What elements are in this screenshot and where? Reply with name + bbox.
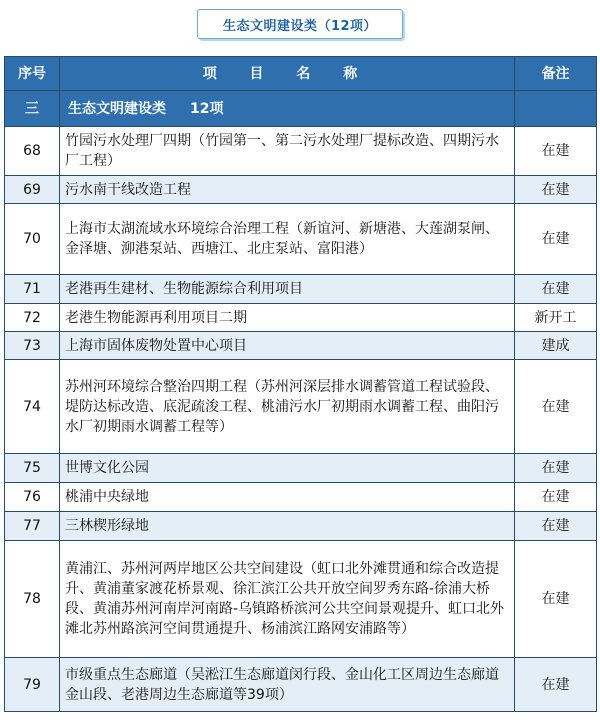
row-project-name: 黄浦江、苏州河两岸地区公共空间建设（虹口北外滩贯通和综合改造提升、黄浦董家渡花桥景观、徐汇滨江公共开放空间罗秀东路-徐浦大桥段、黄浦苏州河南岸河南路-乌镇路桥滨河公共空间景观提升、虹口北外滩北苏州路滨河空间贯通提升、杨浦滨江路网安浦路等）: [60, 541, 515, 658]
header-index: 序号: [5, 57, 60, 91]
row-project-name: 上海市太湖流域水环境综合治理工程（新谊河、新塘港、大莲湖泵闸、金泽塘、泖港泵站、西塘江、北庄泵站、富阳港）: [60, 204, 515, 275]
row-project-name: 老港再生建材、生物能源综合利用项目: [60, 275, 515, 304]
section-title-box: [197, 9, 403, 39]
row-status: 在建: [515, 483, 597, 512]
row-status: 建成: [515, 332, 597, 360]
section-row: [5, 91, 597, 127]
table-row: [5, 512, 597, 541]
row-number: 68: [5, 127, 60, 176]
row-project-name: 上海市固体废物处置中心项目: [60, 332, 515, 360]
row-project-name: 市级重点生态廊道（吴淞江生态廊道闵行段、金山化工区周边生态廊道金山段、老港周边生态廊道等39项）: [60, 658, 515, 712]
header-row: [5, 57, 597, 91]
row-number: 72: [5, 304, 60, 332]
row-number: 74: [5, 360, 60, 454]
row-project-name: 世博文化公园: [60, 454, 515, 483]
row-status: 在建: [515, 454, 597, 483]
header-note: 备注: [515, 57, 597, 91]
table-row: [5, 483, 597, 512]
row-status: 在建: [515, 360, 597, 454]
row-status: 在建: [515, 127, 597, 176]
row-status: 在建: [515, 275, 597, 304]
row-number: 77: [5, 512, 60, 541]
table-row: [5, 204, 597, 275]
row-number: 73: [5, 332, 60, 360]
row-number: 78: [5, 541, 60, 658]
table-row: [5, 541, 597, 658]
table-row: [5, 127, 597, 176]
row-project-name: 老港生物能源再利用项目二期: [60, 304, 515, 332]
header-name: 项 目 名 称: [60, 57, 515, 91]
row-project-name: 三林楔形绿地: [60, 512, 515, 541]
row-status: 在建: [515, 204, 597, 275]
row-project-name: 桃浦中央绿地: [60, 483, 515, 512]
table-row: [5, 332, 597, 360]
section-name: 生态文明建设类: [68, 100, 166, 117]
table-row: [5, 360, 597, 454]
row-number: 79: [5, 658, 60, 712]
row-project-name: 污水南干线改造工程: [60, 176, 515, 204]
section-count: 12项: [190, 100, 224, 117]
section-note: [515, 91, 597, 127]
table-row: [5, 454, 597, 483]
project-table: [4, 56, 597, 712]
section-title: [60, 91, 515, 127]
row-status: 在建: [515, 541, 597, 658]
row-project-name: 竹园污水处理厂四期（竹园第一、第二污水处理厂提标改造、四期污水厂工程）: [60, 127, 515, 176]
row-number: 70: [5, 204, 60, 275]
table-row: [5, 275, 597, 304]
row-status: 在建: [515, 176, 597, 204]
row-status: 在建: [515, 512, 597, 541]
row-number: 69: [5, 176, 60, 204]
row-number: 76: [5, 483, 60, 512]
page-title: 生态文明建设类（12项）: [222, 18, 378, 34]
row-status: 新开工: [515, 304, 597, 332]
row-number: 75: [5, 454, 60, 483]
table-row: [5, 658, 597, 712]
table-row: [5, 304, 597, 332]
row-number: 71: [5, 275, 60, 304]
title-area: [0, 0, 600, 56]
section-index: 三: [5, 91, 60, 127]
row-status: 在建: [515, 658, 597, 712]
row-project-name: 苏州河环境综合整治四期工程（苏州河深层排水调蓄管道工程试验段、堤防达标改造、底泥疏浚工程、桃浦污水厂初期雨水调蓄工程、曲阳污水厂初期雨水调蓄工程等）: [60, 360, 515, 454]
table-row: [5, 176, 597, 204]
